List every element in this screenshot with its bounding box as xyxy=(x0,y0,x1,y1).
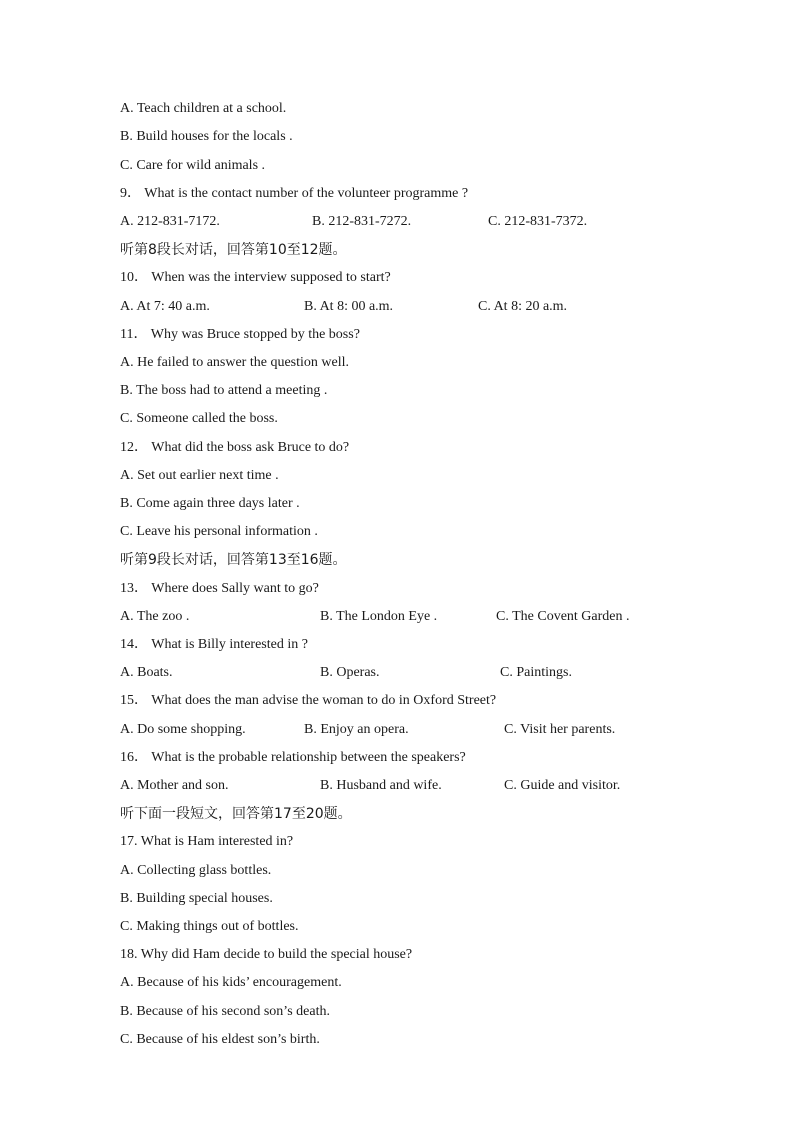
question-line: C. Someone called the boss. xyxy=(120,411,278,426)
question-line: A. Collecting glass bottles. xyxy=(120,863,272,878)
question-line: C. Leave his personal information . xyxy=(120,524,318,539)
answer-option: C. The Covent Garden . xyxy=(496,609,630,624)
answer-option: A. Do some shopping. xyxy=(120,722,246,737)
answer-option: B. The London Eye . xyxy=(320,609,438,624)
question-line: 14． What is Billy interested in ? xyxy=(120,637,308,652)
question-line: 16． What is the probable relationship between the speakers? xyxy=(120,750,466,765)
question-line: C. Care for wild animals . xyxy=(120,158,266,173)
answer-option: A. Mother and son. xyxy=(120,778,229,793)
question-line: B. The boss had to attend a meeting . xyxy=(120,383,328,398)
answer-option: B. 212-831-7272. xyxy=(312,214,412,229)
answer-option: A. The zoo . xyxy=(120,609,190,624)
answer-option: B. At 8: 00 a.m. xyxy=(304,299,394,314)
question-line: B. Come again three days later . xyxy=(120,496,300,511)
question-line: 10． When was the interview supposed to start? xyxy=(120,270,391,285)
question-line: 15． What does the man advise the woman to do in Oxford Street? xyxy=(120,693,497,708)
question-line: 12． What did the boss ask Bruce to do? xyxy=(120,440,350,455)
question-line: A. Teach children at a school. xyxy=(120,101,287,116)
answer-option: A. 212-831-7172. xyxy=(120,214,220,229)
section-instruction: 听下面一段短文，回答第17至20题。 xyxy=(120,806,352,822)
answer-option: C. Paintings. xyxy=(500,665,572,680)
question-line: B. Building special houses. xyxy=(120,891,273,906)
section-instruction: 听第9段长对话，回答第13至16题。 xyxy=(120,552,347,568)
question-line: 11． Why was Bruce stopped by the boss? xyxy=(120,327,360,342)
question-line: A. Because of his kids’ encouragement. xyxy=(120,975,342,990)
question-line: B. Because of his second son’s death. xyxy=(120,1004,330,1019)
question-line: 18. Why did Ham decide to build the special house? xyxy=(120,947,413,962)
question-line: C. Making things out of bottles. xyxy=(120,919,299,934)
answer-option: C. Guide and visitor. xyxy=(504,778,621,793)
answer-option: B. Enjoy an opera. xyxy=(304,722,409,737)
question-line: C. Because of his eldest son’s birth. xyxy=(120,1032,320,1047)
answer-option: B. Operas. xyxy=(320,665,380,680)
answer-option: A. At 7: 40 a.m. xyxy=(120,299,210,314)
question-line: A. He failed to answer the question well. xyxy=(120,355,349,370)
answer-option: C. 212-831-7372. xyxy=(488,214,588,229)
question-line: 13． Where does Sally want to go? xyxy=(120,581,319,596)
question-line: 17. What is Ham interested in? xyxy=(120,834,294,849)
answer-option: B. Husband and wife. xyxy=(320,778,442,793)
question-line: A. Set out earlier next time . xyxy=(120,468,279,483)
question-line: B. Build houses for the locals . xyxy=(120,129,293,144)
answer-option: A. Boats. xyxy=(120,665,173,680)
section-instruction: 听第8段长对话，回答第10至12题。 xyxy=(120,242,347,258)
question-line: 9． What is the contact number of the volunteer programme ? xyxy=(120,186,469,201)
answer-option: C. Visit her parents. xyxy=(504,722,616,737)
answer-option: C. At 8: 20 a.m. xyxy=(478,299,568,314)
